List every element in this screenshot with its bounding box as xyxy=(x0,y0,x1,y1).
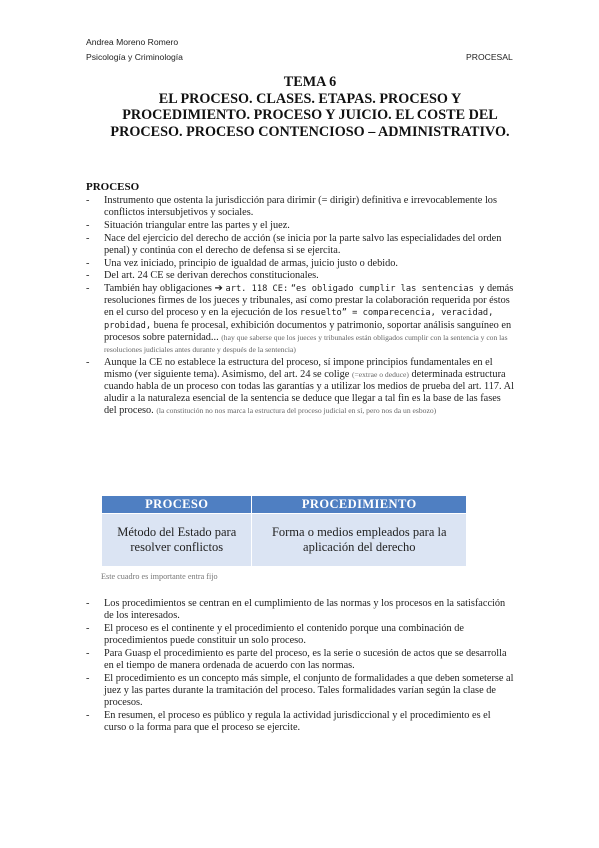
estructura-note: (la constitución no nos marca la estructura del proceso judicial en sí, pero nos da un esbozo) xyxy=(156,406,437,416)
arrow-right-icon: ➔ xyxy=(214,282,223,294)
obligaciones-note: (hay que saberse que los jueces y tribunales están obligados cumplir con la sentencia y con las resoluciones judiciales antes durante y después de la sentencia) xyxy=(104,332,508,354)
list-item: - Situación triangular entre las partes y el juez. xyxy=(86,220,514,232)
estructura-note-inline: (=extrae o deduce) xyxy=(351,369,409,379)
estructura-text-cont: determinada estructura cuando habla de un proceso con todas las garantías y a utilizar los medios de prueba del art. 117. Al aludir a la naturaleza esencial de la sentencia se deduce que llegar a tal fin es la base de las fases del proceso. xyxy=(104,368,514,417)
list-item: - Del art. 24 CE se derivan derechos constitucionales. xyxy=(86,270,514,282)
header-subject: PROCESAL xyxy=(466,52,513,62)
list-item: - El proceso es el continente y el procedimiento el contenido porque una combinación de procedimientos puede constituir un solo proceso. xyxy=(86,623,514,647)
obligaciones-text-end: buena fe procesal, exhibición documentos y patrimonio, soportar análisis sanguíneo en procesos sobre paternidad... xyxy=(104,319,512,343)
list-item: - Una vez iniciado, principio de igualdad de armas, juicio justo o debido. xyxy=(86,258,514,270)
estructura-text: Aunque la CE no establece la estructura del proceso, sí impone principios fundamentales en el mismo (ver siguiente tema). Asimismo, del art. 24 se colige xyxy=(104,356,493,380)
list-item-estructura xyxy=(86,357,514,418)
list-item: - Instrumento que ostenta la jurisdicción para dirimir (= dirigir) definitiva e irrevocablemente los conflictos intersubjetivos y sociales. xyxy=(86,195,514,219)
table-caption: Este cuadro es importante entra fijo xyxy=(101,572,218,581)
bullet-list-procedimiento xyxy=(86,598,514,735)
header-degree: Psicología y Criminología xyxy=(86,52,183,62)
section-heading: PROCESO xyxy=(86,181,140,193)
comparison-table xyxy=(101,495,467,567)
obligaciones-quote-start: “es obligado cumplir las sentencias y xyxy=(290,283,485,294)
table-header-procedimiento: PROCEDIMIENTO xyxy=(252,496,467,514)
obligaciones-text: demás resoluciones firmes de los jueces y tribunales, así como prestar la colaboración requerida por éstos en el curso del proceso y en la ejecución de los xyxy=(104,282,514,319)
bullet-list-proceso xyxy=(86,195,514,418)
obligaciones-article: art. 118 CE: xyxy=(225,283,289,294)
table-cell-proceso: Método del Estado para resolver conflictos xyxy=(102,514,252,567)
table-cell-procedimiento: Forma o medios empleados para la aplicación del derecho xyxy=(252,514,467,567)
list-item: - Para Guasp el procedimiento es parte del proceso, es la serie o sucesión de actos que se desarrolla en el tiempo de manera ordenada de acuerdo con las normas. xyxy=(86,648,514,672)
list-item: - Los procedimientos se centran en el cumplimiento de las normas y los procesos en la satisfacción de los interesados. xyxy=(86,598,514,622)
title-topic: TEMA 6 xyxy=(283,74,337,90)
list-item-obligaciones xyxy=(86,283,514,356)
obligaciones-quote-end: resuelto” = comparecencia, veracidad, probidad, xyxy=(104,308,494,331)
header-author: Andrea Moreno Romero xyxy=(86,37,179,47)
table-header-proceso: PROCESO xyxy=(102,496,252,514)
obligaciones-prefix: También hay obligaciones xyxy=(104,282,212,294)
title-description: EL PROCESO. CLASES. ETAPAS. PROCESO Y PROCEDIMIENTO. PROCESO Y JUICIO. EL COSTE DEL PROCESO. PROCESO CONTENCIOSO – ADMINISTRATIVO. xyxy=(110,90,510,140)
list-item: - El procedimiento es un concepto más simple, el conjunto de formalidades a que deben someterse al juez y las partes durante la tramitación del proceso. Tales formalidades varían según la clase de procesos. xyxy=(86,673,514,710)
list-item: - En resumen, el proceso es público y regula la actividad jurisdiccional y el procedimiento es el curso o la forma para que el proceso se ejercite. xyxy=(86,710,514,734)
list-item: - Nace del ejercicio del derecho de acción (se inicia por la parte salvo las especialidades del orden penal) y continúa con el derecho de defensa si se ejercita. xyxy=(86,233,514,257)
page-title xyxy=(100,74,520,140)
